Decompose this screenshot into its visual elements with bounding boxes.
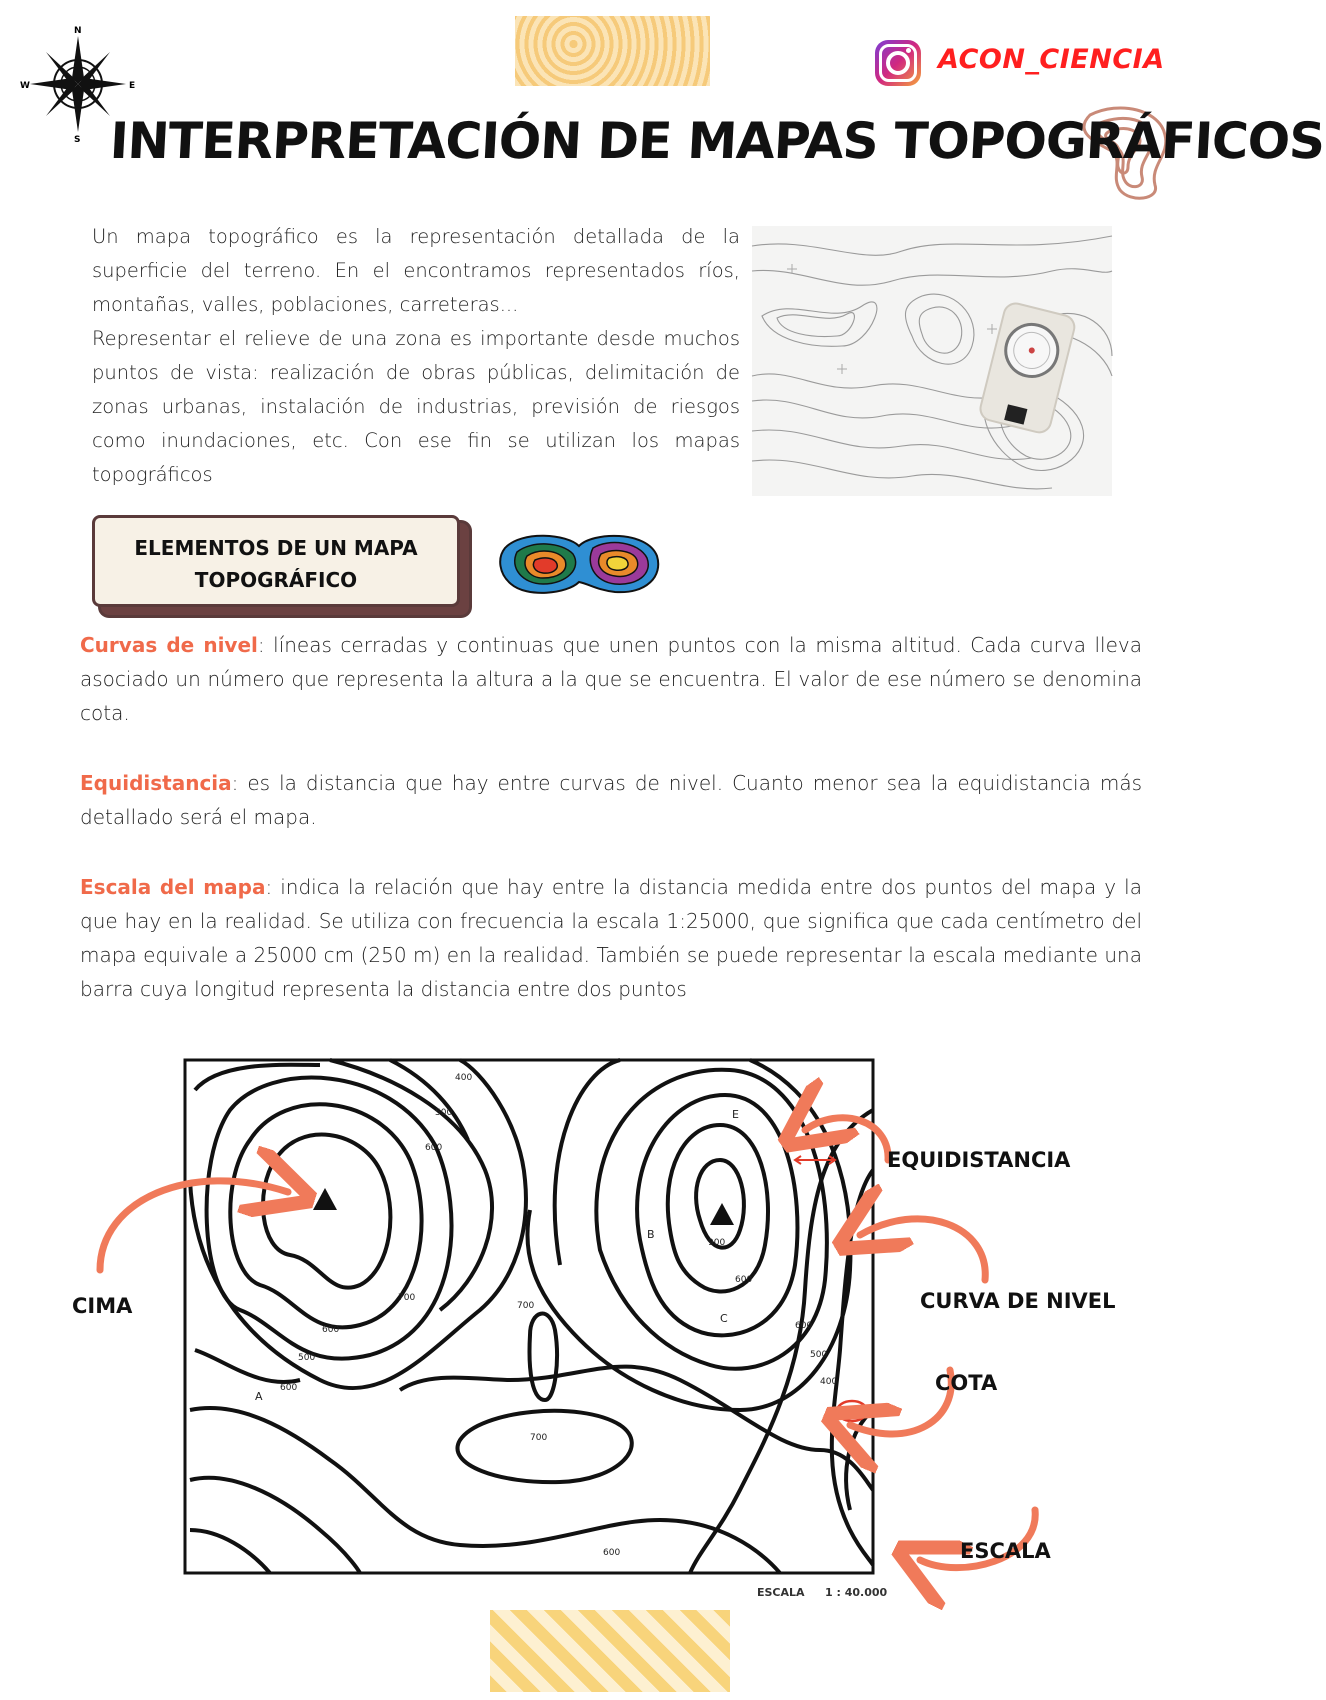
section-heading-box <box>92 515 460 607</box>
contour-label: 700 <box>398 1293 416 1303</box>
contour-label: 600 <box>603 1548 621 1558</box>
contour-label: 400 <box>455 1073 473 1083</box>
callout-cota: COTA <box>935 1371 998 1395</box>
compass-west: W <box>20 81 30 91</box>
definition-equidistancia <box>80 766 1142 834</box>
definition-curvas-de-nivel <box>80 628 1142 730</box>
callout-curva-de-nivel: CURVA DE NIVEL <box>920 1289 1116 1313</box>
scale-label: ESCALA <box>757 1586 805 1599</box>
term-equidistancia: Equidistancia <box>80 771 232 795</box>
contour-label: 600 <box>322 1325 340 1335</box>
contour-label: 600 <box>280 1383 298 1393</box>
scale-value: 1 : 40.000 <box>825 1586 888 1599</box>
callout-escala: ESCALA <box>960 1539 1051 1563</box>
point-c: C <box>720 1312 728 1325</box>
instagram-icon[interactable] <box>875 40 921 86</box>
section-heading-line-1: ELEMENTOS DE UN MAPA <box>134 536 418 560</box>
contour-label: 700 <box>530 1433 548 1443</box>
compass-east: E <box>129 81 136 91</box>
definition-text: : es la distancia que hay entre curvas de nivel. Cuanto menor sea la equidistancia más detallado será el mapa. <box>80 771 1142 829</box>
colored-contour-icon <box>497 528 661 600</box>
topographic-map-diagram <box>60 1050 1200 1610</box>
washi-tape-bottom <box>490 1610 730 1692</box>
instagram-handle[interactable]: ACON_CIENCIA <box>938 44 1165 75</box>
contour-label: 500 <box>298 1353 316 1363</box>
contour-label: 400 <box>820 1377 838 1387</box>
compass-south: S <box>74 135 81 145</box>
term-curvas-de-nivel: Curvas de nivel <box>80 633 258 657</box>
contour-label: 500 <box>810 1350 828 1360</box>
definition-escala <box>80 870 1142 1006</box>
topographic-map-photo <box>752 226 1112 496</box>
washi-tape-top <box>515 16 710 86</box>
contour-label: 600 <box>425 1143 443 1153</box>
definition-text: : indica la relación que hay entre la distancia medida entre dos puntos del mapa y la que hay en la realidad. Se utiliza con frecuencia la escala 1:25000, que significa que cada centímetro del mapa equivale a 25000 cm (250 m) en la realidad. También se puede representar la escala mediante una barra cuya longitud representa la distancia entre dos puntos <box>80 875 1142 1001</box>
contour-label: 500 <box>435 1108 453 1118</box>
contour-label-cota: 500 <box>846 1407 864 1417</box>
intro-paragraph-2: Representar el relieve de una zona es importante desde muchos puntos de vista: realización de obras públicas, delimitación de zonas urbanas, instalación de industrias, previsión de riesgos como inundaciones, etc. Con ese fin se utilizan los mapas topográficos <box>92 327 740 486</box>
callout-cima: CIMA <box>72 1294 133 1318</box>
contour-label: 900 <box>708 1238 726 1248</box>
definition-text: : líneas cerradas y continuas que unen puntos con la misma altitud. Cada curva lleva asociado un número que representa la altura a la que se encuentra. El valor de ese número se denomina cota. <box>80 633 1142 725</box>
contour-label: 600 <box>795 1321 813 1331</box>
arrow-curva <box>860 1219 985 1280</box>
contour-label: 600 <box>735 1275 753 1285</box>
point-e: E <box>732 1108 739 1121</box>
intro-paragraph-1: Un mapa topográfico es la representación detallada de la superficie del terreno. En el encontramos representados ríos, montañas, valles, poblaciones, carreteras... <box>92 225 740 316</box>
compass-north: N <box>74 26 82 36</box>
section-heading-line-2: TOPOGRÁFICO <box>194 568 358 592</box>
term-escala: Escala del mapa <box>80 875 266 899</box>
contour-label: 700 <box>517 1301 535 1311</box>
callout-equidistancia: EQUIDISTANCIA <box>887 1148 1071 1172</box>
point-b: B <box>647 1228 655 1241</box>
point-a: A <box>255 1390 263 1403</box>
page-title: INTERPRETACIÓN DE MAPAS TOPOGRÁFICOS <box>108 112 1326 170</box>
intro-text <box>92 220 740 492</box>
